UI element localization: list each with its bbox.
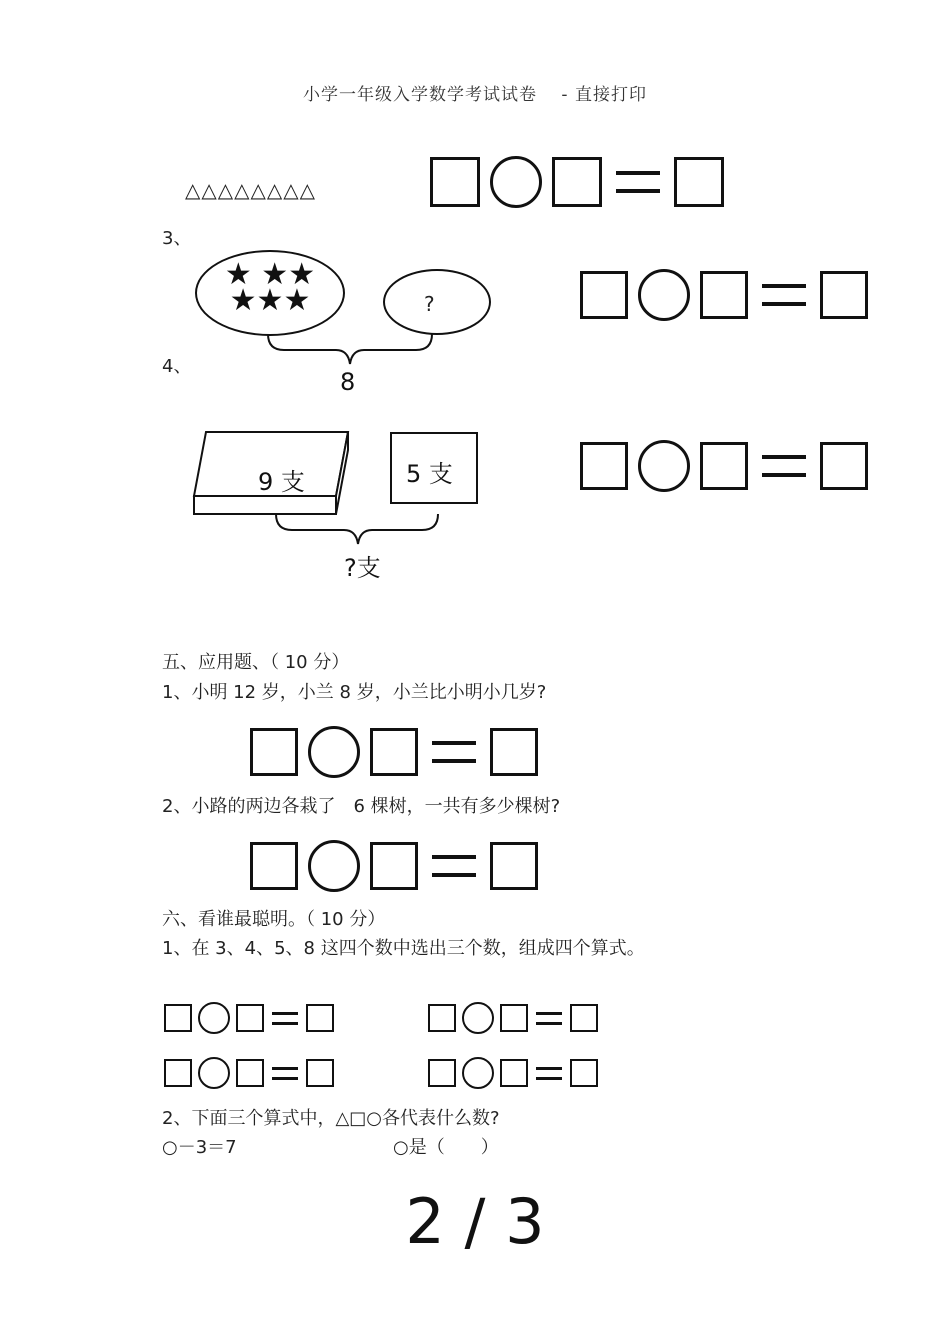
section-5-title: 五、应用题、（ 10 分）	[162, 652, 350, 673]
answer-box[interactable]	[236, 1059, 264, 1087]
equation-row-s5q2	[250, 840, 538, 892]
answer-box[interactable]	[250, 728, 298, 776]
section-6-question-2: 2、下面三个算式中，△□○各代表什么数?	[162, 1108, 500, 1129]
page-header: 小学一年级入学数学考试试卷 - 直接打印	[303, 85, 647, 105]
total-label-q4: ?支	[344, 554, 381, 582]
stars-group	[220, 257, 320, 318]
operator-circle[interactable]	[462, 1002, 494, 1034]
answer-box[interactable]	[500, 1059, 528, 1087]
section-6-title: 六、看谁最聪明。（ 10 分）	[162, 909, 386, 930]
card-label: 5 支	[406, 460, 453, 488]
equation-small-4	[428, 1057, 598, 1089]
equation-small-3	[164, 1057, 334, 1089]
answer-box[interactable]	[820, 442, 868, 490]
answer-box[interactable]	[580, 271, 628, 319]
answer-box[interactable]	[820, 271, 868, 319]
answer-box[interactable]	[428, 1059, 456, 1087]
section-5-question-2: 2、小路的两边各栽了 6 棵树，一共有多少棵树?	[162, 796, 561, 817]
answer-box[interactable]	[552, 157, 602, 207]
unknown-mark: ?	[424, 292, 435, 316]
answer-box[interactable]	[700, 442, 748, 490]
answer-box[interactable]	[370, 728, 418, 776]
operator-circle[interactable]	[638, 440, 690, 492]
equation-text-left: ○－3＝7	[162, 1137, 237, 1158]
equals-sign	[616, 171, 660, 193]
operator-circle[interactable]	[638, 269, 690, 321]
equation-row-q4	[580, 440, 868, 492]
equation-small-2	[428, 1002, 598, 1034]
question-3-number: 3、	[162, 228, 192, 249]
triangle-row: △△△△△△△△	[185, 178, 317, 202]
operator-circle[interactable]	[308, 726, 360, 778]
answer-box[interactable]	[580, 442, 628, 490]
page-number: 2 / 3	[405, 1185, 545, 1258]
equals-sign	[762, 284, 806, 306]
answer-box[interactable]	[428, 1004, 456, 1032]
answer-box[interactable]	[700, 271, 748, 319]
answer-box[interactable]	[370, 842, 418, 890]
equation-row-1	[430, 156, 724, 208]
answer-box[interactable]	[306, 1059, 334, 1087]
answer-box[interactable]	[164, 1059, 192, 1087]
answer-box[interactable]	[306, 1004, 334, 1032]
equation-row-s5q1	[250, 726, 538, 778]
equals-sign	[536, 1012, 562, 1025]
unknown-ellipse	[383, 269, 491, 335]
answer-box[interactable]	[674, 157, 724, 207]
box-label: 9 支	[258, 468, 305, 496]
total-label-q3: 8	[340, 368, 356, 396]
section-6-question-1: 1、在 3、4、5、8 这四个数中选出三个数，组成四个算式。	[162, 938, 645, 959]
equals-sign	[432, 855, 476, 877]
operator-circle[interactable]	[198, 1002, 230, 1034]
operator-circle[interactable]	[490, 156, 542, 208]
equation-small-1	[164, 1002, 334, 1034]
answer-box[interactable]	[164, 1004, 192, 1032]
answer-box[interactable]	[250, 842, 298, 890]
stars-row-1: ★ ★★	[224, 257, 316, 292]
answer-box[interactable]	[490, 842, 538, 890]
operator-circle[interactable]	[308, 840, 360, 892]
equation-row-q3	[580, 269, 868, 321]
equals-sign	[536, 1067, 562, 1080]
answer-box[interactable]	[500, 1004, 528, 1032]
equals-sign	[272, 1012, 298, 1025]
answer-box[interactable]	[236, 1004, 264, 1032]
answer-box[interactable]	[570, 1004, 598, 1032]
stars-row-2: ★★★	[229, 283, 311, 318]
operator-circle[interactable]	[462, 1057, 494, 1089]
equation-answer-prompt: ○是（ ）	[393, 1137, 499, 1158]
equals-sign	[272, 1067, 298, 1080]
answer-box[interactable]	[430, 157, 480, 207]
operator-circle[interactable]	[198, 1057, 230, 1089]
question-4-number: 4、	[162, 356, 192, 377]
answer-box[interactable]	[490, 728, 538, 776]
answer-box[interactable]	[570, 1059, 598, 1087]
equals-sign	[432, 741, 476, 763]
section-5-question-1: 1、小明 12 岁，小兰 8 岁，小兰比小明小几岁?	[162, 682, 547, 703]
equals-sign	[762, 455, 806, 477]
